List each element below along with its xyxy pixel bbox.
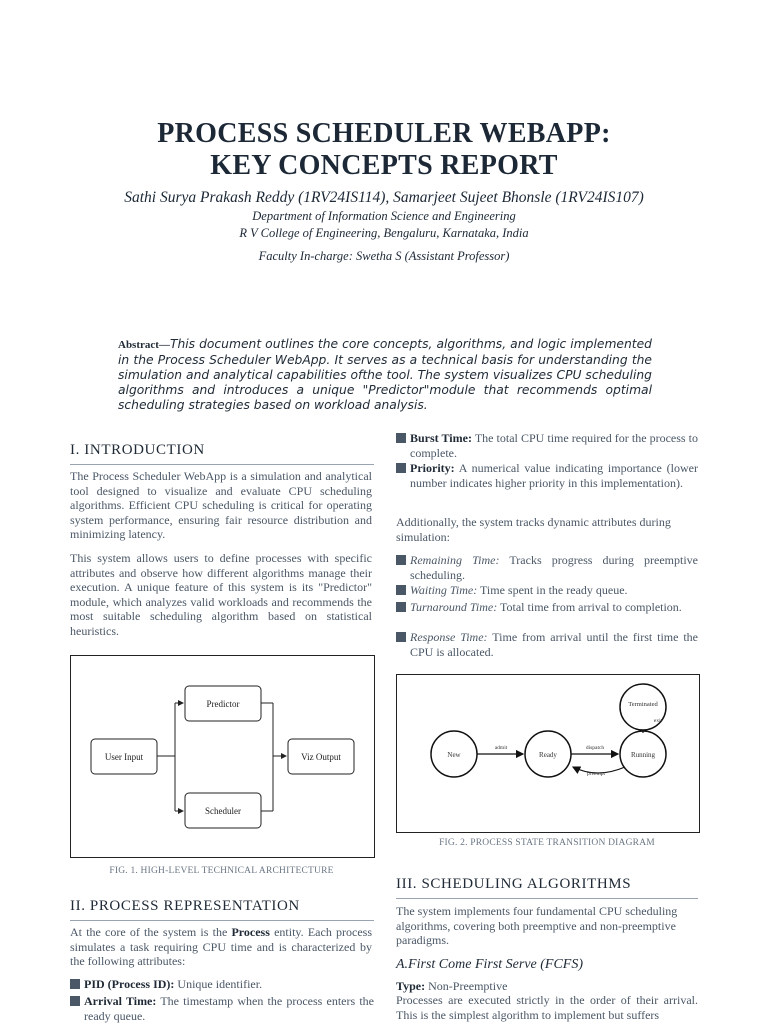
bullet-square (70, 979, 80, 989)
department: Department of Information Science and Engineering (252, 209, 516, 223)
attribute-term: Arrival Time: (84, 994, 157, 1008)
transition-admit-label: admit (494, 745, 508, 751)
state-transition-diagram (397, 675, 699, 832)
attribute-desc: A numerical value indicating importance (lower number indicates higher priority in this implementation). (410, 461, 698, 490)
bullet-square (396, 433, 406, 443)
node-viz-output-label: Viz Output (301, 752, 341, 762)
bullet-square (396, 463, 406, 473)
fcfs-description: Processes are executed strictly in the order of their arrival. This is the simplest algorithm to implement but suffers (396, 993, 698, 1022)
dynamic-attributes-intro: Additionally, the system tracks dynamic attributes during simulation: (396, 515, 671, 544)
bullet-square (396, 602, 406, 612)
node-predictor (185, 686, 261, 721)
node-predictor-label: Predictor (206, 699, 240, 709)
college: R V College of Engineering, Bengaluru, Karnataka, India (239, 226, 529, 240)
transition-exit-label: exit (653, 718, 663, 724)
attribute-term: Remaining Time: (410, 553, 500, 567)
figure-1-caption: FIG. 1. HIGH-LEVEL TECHNICAL ARCHITECTURE (109, 866, 334, 876)
attribute-term: PID (Process ID): (84, 977, 175, 991)
node-scheduler-label: Scheduler (205, 806, 241, 816)
bullet-square (396, 555, 406, 565)
state-new (431, 731, 477, 777)
section-heading-introduction: I. INTRODUCTION (70, 442, 374, 465)
section-heading-process-representation: II. PROCESS REPRESENTATION (70, 898, 374, 921)
abstract (118, 337, 652, 413)
attribute-remaining-time (396, 553, 698, 582)
fcfs-type-label: Type: (396, 979, 426, 993)
scheduling-paragraph: The system implements four fundamental CPU scheduling algorithms, covering both preemptive and non-preemptive paradigms. (396, 904, 678, 948)
transition-preempt-label: preempt (586, 771, 606, 777)
attribute-pid (70, 977, 374, 992)
attribute-term: Burst Time: (410, 431, 472, 445)
node-user-input (91, 739, 157, 774)
figure-architecture (70, 655, 375, 858)
state-ready (525, 731, 571, 777)
section-heading-scheduling-algorithms: III. SCHEDULING ALGORITHMS (396, 876, 698, 899)
attribute-response-time (396, 630, 698, 659)
process-rep-text-bold: Process (231, 925, 270, 939)
bullet-square (70, 996, 80, 1006)
attribute-desc: Total time from arrival to completion. (497, 600, 682, 614)
attribute-desc: Tracks progress during preemptive scheduling. (410, 553, 698, 582)
figure-state-transition (396, 674, 700, 833)
abstract-text: This document outlines the core concepts, algorithms, and logic implemented in the Process Scheduler WebApp. It serves as a technical basis for understanding the simulation and analytical capabilities ofthe tool. The system visualizes CPU scheduling algorithms and introduces a unique "Predictor"module that recommends optimal scheduling strategies based on workload analysis. (118, 337, 652, 412)
abstract-lead: Abstract— (118, 339, 170, 351)
attribute-term: Priority: (410, 461, 455, 475)
state-running (620, 731, 666, 777)
attribute-waiting-time (396, 583, 698, 598)
process-rep-text-before: At the core of the system is the (70, 925, 232, 939)
state-running-label: Running (630, 751, 656, 759)
bullet-square (396, 632, 406, 642)
state-ready-label: Ready (539, 751, 557, 759)
attribute-term: Turnaround Time: (410, 600, 498, 614)
architecture-diagram (71, 656, 374, 857)
title-line-2: KEY CONCEPTS REPORT (210, 150, 558, 181)
state-terminated-label: Terminated (628, 701, 658, 708)
attribute-priority (396, 461, 698, 490)
fcfs-type (396, 979, 698, 994)
attribute-desc: Time from arrival until the first time the CPU is allocated. (410, 630, 699, 659)
subsection-heading-fcfs: A.First Come First Serve (FCFS) (396, 957, 584, 972)
attribute-desc: The total CPU time required for the process to complete. (410, 431, 698, 460)
attribute-desc: Time spent in the ready queue. (477, 583, 628, 597)
attribute-turnaround-time (396, 600, 698, 615)
attribute-burst-time (396, 431, 698, 460)
fcfs-type-value: Non-Preemptive (425, 979, 508, 993)
attribute-arrival-time (70, 994, 374, 1023)
attribute-desc: Unique identifier. (174, 977, 263, 991)
node-user-input-label: User Input (104, 752, 144, 762)
figure-2-caption: FIG. 2. PROCESS STATE TRANSITION DIAGRAM (439, 838, 655, 848)
authors: Sathi Surya Prakash Reddy (1RV24IS114), Samarjeet Sujeet Bhonsle (1RV24IS107) (124, 189, 644, 206)
node-viz-output (288, 739, 354, 774)
attribute-term: Waiting Time: (410, 583, 478, 597)
process-rep-text-after: entity. Each process simulates a task requiring CPU time and is characterized by the following attributes: (70, 925, 372, 969)
intro-paragraph-1: The Process Scheduler WebApp is a simulation and analytical tool designed to visualize and evaluate CPU scheduling algorithms. Efficient CPU scheduling is critical for operating system performance, ensuring fair resource distribution and minimizing latency. (70, 469, 372, 542)
transition-dispatch-label: dispatch (585, 745, 605, 751)
title-line-1: PROCESS SCHEDULER WEBAPP: (157, 118, 611, 149)
attribute-term: Response Time: (410, 630, 488, 644)
node-scheduler (185, 793, 261, 828)
state-new-label: New (447, 751, 461, 759)
intro-paragraph-2: This system allows users to define processes with specific attributes and observe how different algorithms manage their execution. A unique feature of this system is its "Predictor" module, which analyzes valid workloads and recommends the most suitable scheduling algorithm based on statistical heuristics. (70, 551, 372, 638)
process-representation-paragraph (70, 925, 372, 969)
faculty-in-charge: Faculty In-charge: Swetha S (Assistant Professor) (258, 249, 510, 263)
bullet-square (396, 585, 406, 595)
attribute-desc: The timestamp when the process enters the ready queue. (84, 994, 374, 1023)
